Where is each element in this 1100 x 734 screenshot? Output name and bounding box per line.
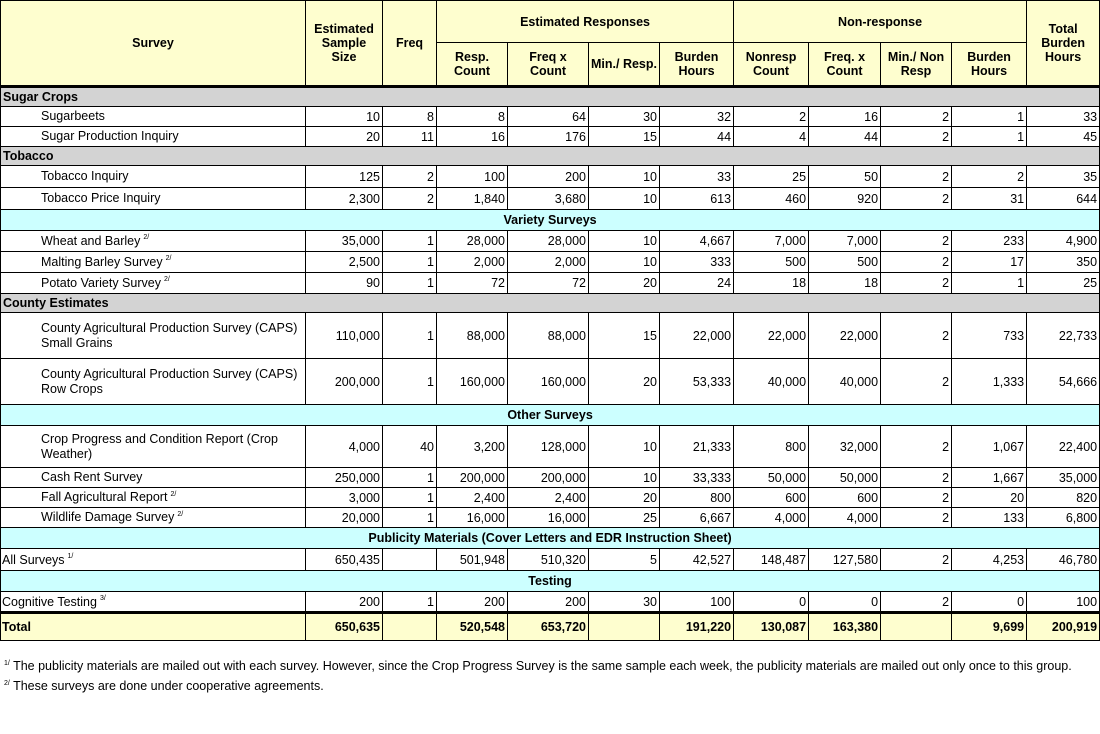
cell-min-resp: 25 [589, 508, 660, 528]
cell-nonresp-count: 2 [734, 107, 809, 127]
row-label [1, 231, 306, 252]
cell-freq: 1 [383, 468, 437, 488]
cell-freq-x-count: 200 [508, 166, 589, 188]
footnote-ref: 2/ [143, 234, 150, 242]
cell-nonresp-count: 500 [734, 252, 809, 273]
row-label [1, 359, 306, 405]
row-label-text: County Agricultural Production Survey (CAPS) Row Crops [41, 366, 298, 396]
cell-nonresp-count: 130,087 [734, 613, 809, 641]
table-body [1, 87, 1100, 641]
cell-burden-hours: 800 [660, 488, 734, 508]
cell-nonresp-count: 800 [734, 426, 809, 468]
cell-total-burden-hours: 820 [1027, 488, 1100, 508]
cell-burden-hours: 6,667 [660, 508, 734, 528]
cell-burden-hours: 100 [660, 592, 734, 613]
col-freq-x-count: Freq x Count [508, 43, 589, 87]
footnote-ref: 2/ [170, 490, 177, 498]
cell-freq: 1 [383, 273, 437, 294]
col-survey: Survey [1, 1, 306, 87]
cell-freq-x-count: 160,000 [508, 359, 589, 405]
cell-min-non-resp [881, 613, 952, 641]
cell-est-sample-size: 3,000 [306, 488, 383, 508]
row-label [1, 549, 306, 571]
col-min-resp: Min./ Resp. [589, 43, 660, 87]
col-nonresp-count: Nonresp Count [734, 43, 809, 87]
cell-burden-hours: 33,333 [660, 468, 734, 488]
cell-freq-x-count: 200,000 [508, 468, 589, 488]
cell-burden-hours: 4,667 [660, 231, 734, 252]
cell-resp-count: 2,000 [437, 252, 508, 273]
row-label [1, 166, 306, 188]
cell-resp-count: 16,000 [437, 508, 508, 528]
cell-burden-hours: 613 [660, 188, 734, 210]
cell-burden-hours-nr: 4,253 [952, 549, 1027, 571]
cell-freq-x-count-nr: 44 [809, 127, 881, 147]
cell-freq: 1 [383, 488, 437, 508]
col-group-non-response: Non-response [734, 1, 1027, 43]
cell-burden-hours-nr: 17 [952, 252, 1027, 273]
cell-freq-x-count: 88,000 [508, 313, 589, 359]
cell-total-burden-hours: 644 [1027, 188, 1100, 210]
cell-est-sample-size: 90 [306, 273, 383, 294]
row-label-text: Fall Agricultural Report [41, 490, 168, 504]
cell-resp-count: 1,840 [437, 188, 508, 210]
cell-min-non-resp: 2 [881, 252, 952, 273]
section-testing: Testing [1, 571, 1100, 592]
cell-min-resp [589, 613, 660, 641]
cell-freq-x-count: 3,680 [508, 188, 589, 210]
cell-freq-x-count-nr: 163,380 [809, 613, 881, 641]
cell-min-resp: 10 [589, 252, 660, 273]
col-burden-hours-nr: Burden Hours [952, 43, 1027, 87]
cell-freq-x-count: 200 [508, 592, 589, 613]
cell-burden-hours-nr: 1,067 [952, 426, 1027, 468]
cell-min-non-resp: 2 [881, 592, 952, 613]
row-label-text: Sugarbeets [41, 109, 105, 123]
cell-freq-x-count: 16,000 [508, 508, 589, 528]
cell-min-non-resp: 2 [881, 273, 952, 294]
footnote-1-text: The publicity materials are mailed out with each survey. However, since the Crop Progress Survey is the same sample each week, the publicity materials are mailed out only once to this group. [13, 659, 1072, 673]
row-label [1, 252, 306, 273]
row-label-text: Malting Barley Survey [41, 254, 163, 269]
cell-nonresp-count: 600 [734, 488, 809, 508]
table-row [1, 426, 1100, 468]
row-label-text: Sugar Production Inquiry [41, 129, 179, 143]
cell-min-resp: 20 [589, 359, 660, 405]
footnote-ref: 2/ [163, 276, 170, 284]
row-label-text: Wildlife Damage Survey [41, 510, 175, 524]
table-row [1, 508, 1100, 528]
cell-freq-x-count-nr: 920 [809, 188, 881, 210]
cell-freq-x-count: 2,000 [508, 252, 589, 273]
cell-burden-hours-nr: 31 [952, 188, 1027, 210]
col-group-est-responses: Estimated Responses [437, 1, 734, 43]
row-label [1, 313, 306, 359]
cell-burden-hours: 191,220 [660, 613, 734, 641]
cell-total-burden-hours: 54,666 [1027, 359, 1100, 405]
cell-est-sample-size: 125 [306, 166, 383, 188]
cell-min-resp: 10 [589, 468, 660, 488]
row-label [1, 426, 306, 468]
cell-freq-x-count-nr: 127,580 [809, 549, 881, 571]
section-variety-surveys: Variety Surveys [1, 210, 1100, 231]
cell-nonresp-count: 50,000 [734, 468, 809, 488]
cell-freq: 1 [383, 508, 437, 528]
table-row [1, 127, 1100, 147]
cell-resp-count: 28,000 [437, 231, 508, 252]
footnote-ref: 1/ [67, 553, 74, 561]
table-row [1, 166, 1100, 188]
cell-est-sample-size: 110,000 [306, 313, 383, 359]
cell-freq-x-count-nr: 7,000 [809, 231, 881, 252]
row-label-text: All Surveys [2, 552, 65, 567]
cell-nonresp-count: 4,000 [734, 508, 809, 528]
cell-nonresp-count: 7,000 [734, 231, 809, 252]
row-label-text: Potato Variety Survey [41, 275, 161, 290]
cell-total-burden-hours: 33 [1027, 107, 1100, 127]
cell-min-non-resp: 2 [881, 359, 952, 405]
cell-est-sample-size: 10 [306, 107, 383, 127]
cell-freq: 1 [383, 231, 437, 252]
cell-burden-hours-nr: 9,699 [952, 613, 1027, 641]
cell-resp-count: 501,948 [437, 549, 508, 571]
cell-freq-x-count: 176 [508, 127, 589, 147]
cell-freq-x-count-nr: 32,000 [809, 426, 881, 468]
total-row [1, 613, 1100, 641]
cell-total-burden-hours: 22,733 [1027, 313, 1100, 359]
cell-nonresp-count: 460 [734, 188, 809, 210]
cell-nonresp-count: 4 [734, 127, 809, 147]
cell-min-non-resp: 2 [881, 468, 952, 488]
footnote-2 [0, 679, 1100, 693]
col-min-non-resp: Min./ Non Resp [881, 43, 952, 87]
table-row [1, 592, 1100, 613]
cell-est-sample-size: 650,435 [306, 549, 383, 571]
cell-burden-hours-nr: 1 [952, 127, 1027, 147]
col-est-sample-size: Estimated Sample Size [306, 1, 383, 87]
cell-burden-hours-nr: 1 [952, 107, 1027, 127]
cell-est-sample-size: 20 [306, 127, 383, 147]
cell-burden-hours-nr: 133 [952, 508, 1027, 528]
cell-min-resp: 5 [589, 549, 660, 571]
cell-resp-count: 3,200 [437, 426, 508, 468]
cell-min-non-resp: 2 [881, 508, 952, 528]
cell-burden-hours-nr: 2 [952, 166, 1027, 188]
cell-burden-hours: 333 [660, 252, 734, 273]
cell-burden-hours: 21,333 [660, 426, 734, 468]
cell-freq: 8 [383, 107, 437, 127]
cell-total-burden-hours: 6,800 [1027, 508, 1100, 528]
footnote-ref: 2/ [177, 510, 184, 518]
cell-burden-hours: 44 [660, 127, 734, 147]
cell-min-resp: 10 [589, 231, 660, 252]
category-tobacco: Tobacco [1, 147, 1100, 166]
cell-freq: 1 [383, 359, 437, 405]
cell-min-resp: 10 [589, 166, 660, 188]
row-label-text: Crop Progress and Condition Report (Crop Weather) [41, 431, 278, 461]
cell-total-burden-hours: 200,919 [1027, 613, 1100, 641]
cell-est-sample-size: 650,635 [306, 613, 383, 641]
row-label-text: Wheat and Barley [41, 233, 141, 248]
cell-est-sample-size: 200,000 [306, 359, 383, 405]
cell-min-non-resp: 2 [881, 107, 952, 127]
cell-resp-count: 2,400 [437, 488, 508, 508]
col-total-burden: Total Burden Hours [1027, 1, 1100, 87]
cell-resp-count: 160,000 [437, 359, 508, 405]
cell-freq: 2 [383, 188, 437, 210]
cell-nonresp-count: 25 [734, 166, 809, 188]
cell-resp-count: 8 [437, 107, 508, 127]
table-row [1, 231, 1100, 252]
cell-total-burden-hours: 350 [1027, 252, 1100, 273]
cell-resp-count: 200,000 [437, 468, 508, 488]
cell-freq: 40 [383, 426, 437, 468]
col-burden-hours: Burden Hours [660, 43, 734, 87]
cell-min-resp: 10 [589, 188, 660, 210]
cell-freq-x-count-nr: 600 [809, 488, 881, 508]
cell-freq [383, 549, 437, 571]
cell-est-sample-size: 250,000 [306, 468, 383, 488]
cell-total-burden-hours: 25 [1027, 273, 1100, 294]
cell-freq-x-count: 128,000 [508, 426, 589, 468]
cell-burden-hours-nr: 0 [952, 592, 1027, 613]
cell-burden-hours: 24 [660, 273, 734, 294]
footnote-ref: 3/ [99, 595, 106, 603]
cell-freq: 11 [383, 127, 437, 147]
cell-resp-count: 72 [437, 273, 508, 294]
cell-total-burden-hours: 46,780 [1027, 549, 1100, 571]
cell-freq-x-count-nr: 40,000 [809, 359, 881, 405]
cell-est-sample-size: 2,500 [306, 252, 383, 273]
cell-freq-x-count-nr: 50 [809, 166, 881, 188]
cell-min-non-resp: 2 [881, 549, 952, 571]
cell-freq-x-count: 510,320 [508, 549, 589, 571]
cell-burden-hours: 53,333 [660, 359, 734, 405]
cell-resp-count: 520,548 [437, 613, 508, 641]
table-row [1, 252, 1100, 273]
cell-freq-x-count: 28,000 [508, 231, 589, 252]
cell-burden-hours-nr: 733 [952, 313, 1027, 359]
cell-total-burden-hours: 35 [1027, 166, 1100, 188]
row-label [1, 592, 306, 613]
table-row [1, 468, 1100, 488]
cell-freq-x-count: 64 [508, 107, 589, 127]
cell-freq: 2 [383, 166, 437, 188]
table-row [1, 188, 1100, 210]
cell-resp-count: 88,000 [437, 313, 508, 359]
cell-min-non-resp: 2 [881, 166, 952, 188]
cell-est-sample-size: 200 [306, 592, 383, 613]
footnote-1-mark: 1/ [4, 659, 10, 667]
category-sugar-crops: Sugar Crops [1, 87, 1100, 107]
cell-resp-count: 16 [437, 127, 508, 147]
footnote-ref: 2/ [165, 255, 172, 263]
cell-total-burden-hours: 100 [1027, 592, 1100, 613]
cell-min-non-resp: 2 [881, 127, 952, 147]
cell-freq-x-count-nr: 50,000 [809, 468, 881, 488]
cell-burden-hours-nr: 1,667 [952, 468, 1027, 488]
row-label [1, 508, 306, 528]
row-label-text: Cognitive Testing [2, 594, 97, 609]
table-row [1, 313, 1100, 359]
cell-freq-x-count-nr: 16 [809, 107, 881, 127]
cell-freq-x-count: 2,400 [508, 488, 589, 508]
row-label-text: County Agricultural Production Survey (CAPS) Small Grains [41, 320, 298, 350]
cell-burden-hours-nr: 20 [952, 488, 1027, 508]
col-freq: Freq [383, 1, 437, 87]
table-row [1, 359, 1100, 405]
table-row [1, 273, 1100, 294]
cell-freq: 1 [383, 592, 437, 613]
cell-total-burden-hours: 35,000 [1027, 468, 1100, 488]
cell-est-sample-size: 2,300 [306, 188, 383, 210]
footnote-2-mark: 2/ [4, 679, 10, 687]
cell-est-sample-size: 35,000 [306, 231, 383, 252]
cell-min-resp: 20 [589, 273, 660, 294]
cell-freq-x-count: 72 [508, 273, 589, 294]
cell-burden-hours-nr: 1,333 [952, 359, 1027, 405]
cell-min-non-resp: 2 [881, 313, 952, 359]
cell-min-resp: 30 [589, 107, 660, 127]
row-label [1, 488, 306, 508]
cell-freq-x-count-nr: 4,000 [809, 508, 881, 528]
cell-freq-x-count-nr: 500 [809, 252, 881, 273]
cell-burden-hours: 33 [660, 166, 734, 188]
cell-freq-x-count-nr: 22,000 [809, 313, 881, 359]
cell-resp-count: 200 [437, 592, 508, 613]
cell-min-resp: 20 [589, 488, 660, 508]
cell-burden-hours: 32 [660, 107, 734, 127]
cell-min-non-resp: 2 [881, 188, 952, 210]
table-row [1, 549, 1100, 571]
cell-est-sample-size: 4,000 [306, 426, 383, 468]
cell-freq [383, 613, 437, 641]
cell-freq-x-count-nr: 18 [809, 273, 881, 294]
col-resp-count: Resp. Count [437, 43, 508, 87]
row-label [1, 107, 306, 127]
section-other-surveys: Other Surveys [1, 405, 1100, 426]
row-label [1, 127, 306, 147]
cell-total-burden-hours: 45 [1027, 127, 1100, 147]
row-label [1, 613, 306, 641]
cell-nonresp-count: 22,000 [734, 313, 809, 359]
cell-est-sample-size: 20,000 [306, 508, 383, 528]
cell-burden-hours: 42,527 [660, 549, 734, 571]
footnote-2-text: These surveys are done under cooperative agreements. [13, 679, 324, 693]
cell-total-burden-hours: 4,900 [1027, 231, 1100, 252]
row-label [1, 468, 306, 488]
cell-nonresp-count: 40,000 [734, 359, 809, 405]
row-label-text: Tobacco Inquiry [41, 169, 129, 183]
table-row [1, 488, 1100, 508]
table-row [1, 107, 1100, 127]
cell-freq: 1 [383, 313, 437, 359]
cell-nonresp-count: 0 [734, 592, 809, 613]
cell-min-non-resp: 2 [881, 426, 952, 468]
row-label-text: Tobacco Price Inquiry [41, 191, 161, 205]
cell-min-non-resp: 2 [881, 231, 952, 252]
category-county-estimates: County Estimates [1, 294, 1100, 313]
cell-min-resp: 15 [589, 127, 660, 147]
col-freq-x-count-nr: Freq. x Count [809, 43, 881, 87]
row-label [1, 273, 306, 294]
section-publicity-materials: Publicity Materials (Cover Letters and EDR Instruction Sheet) [1, 528, 1100, 549]
cell-total-burden-hours: 22,400 [1027, 426, 1100, 468]
cell-nonresp-count: 148,487 [734, 549, 809, 571]
row-label-text: Cash Rent Survey [41, 470, 143, 484]
cell-min-resp: 10 [589, 426, 660, 468]
cell-burden-hours-nr: 233 [952, 231, 1027, 252]
cell-nonresp-count: 18 [734, 273, 809, 294]
footnote-1 [0, 659, 1096, 673]
cell-min-non-resp: 2 [881, 488, 952, 508]
row-label [1, 188, 306, 210]
cell-min-resp: 30 [589, 592, 660, 613]
footnotes [0, 659, 1100, 693]
cell-freq: 1 [383, 252, 437, 273]
cell-burden-hours: 22,000 [660, 313, 734, 359]
cell-resp-count: 100 [437, 166, 508, 188]
cell-burden-hours-nr: 1 [952, 273, 1027, 294]
cell-freq-x-count-nr: 0 [809, 592, 881, 613]
row-label-text: Total [2, 620, 31, 634]
cell-min-resp: 15 [589, 313, 660, 359]
cell-freq-x-count: 653,720 [508, 613, 589, 641]
